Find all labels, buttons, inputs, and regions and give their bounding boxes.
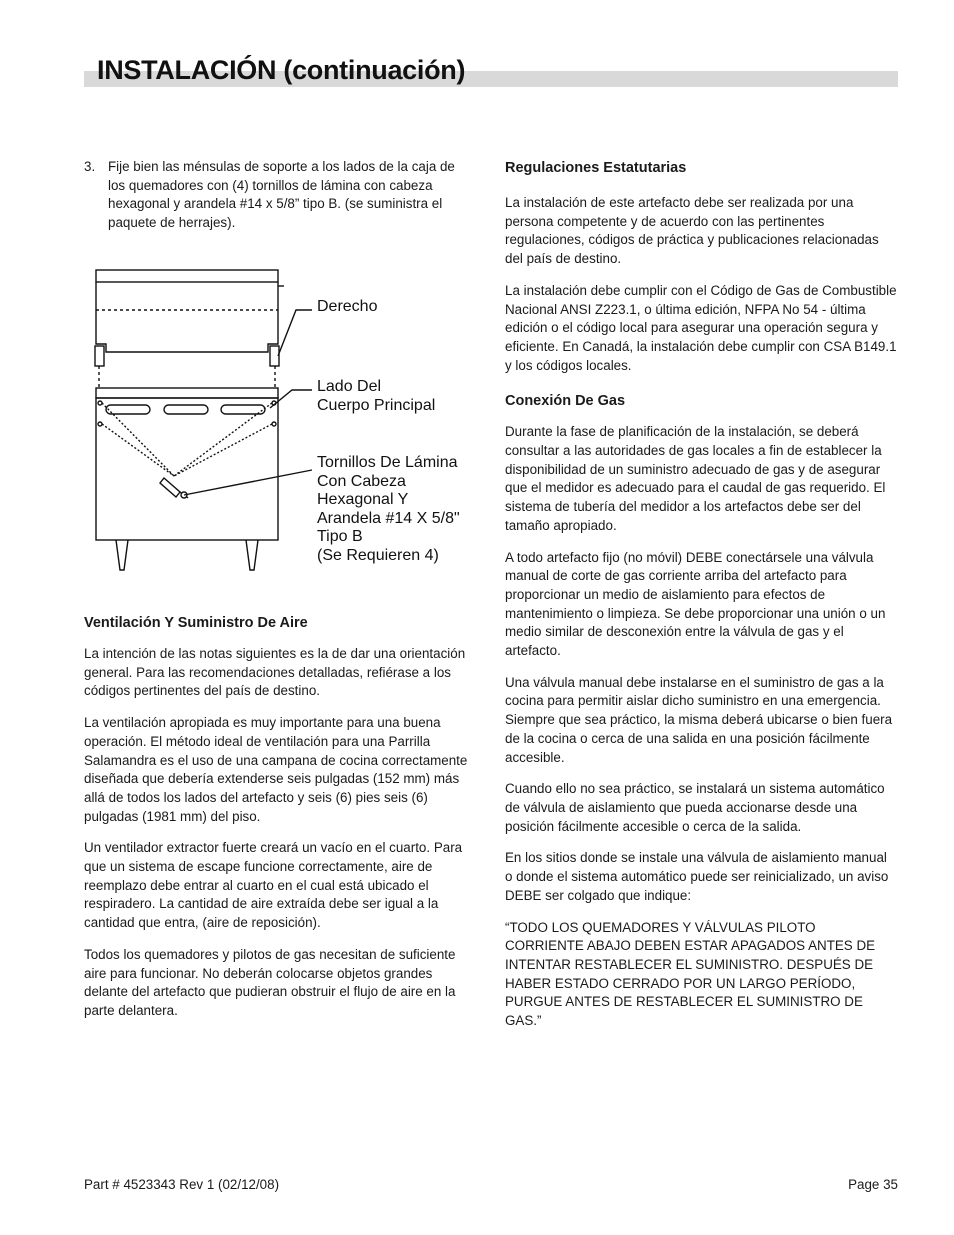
label-tornillos-line: Con Cabeza [317,472,406,490]
page-title: INSTALACIÓN (continuación) [97,55,466,85]
warning-notice: “TODO LOS QUEMADORES Y VÁLVULAS PILOTO CORRIENTE ABAJO DEBEN ESTAR APAGADOS ANTES DE INTENTAR RESTABLECER EL SUMINISTRO. DESPUÉS DE HABER ESTADO CERRADO POR UN LARGO PERÍODO, PURGUE ANTES DE RESTABLECER EL SUMINISTRO DE GAS.” [505,919,876,1029]
step-3 [84,158,460,233]
label-lado-line1: Lado Del [317,378,382,395]
step-text: Fije bien las ménsulas de soporte a los lados de la caja de los quemadores con (4) tornillos de lámina con cabeza hexagonal y arandela #14 x 5/8” tipo B. (se suministra el paquete de herrajes). [108,159,455,231]
label-derecho: Derecho [317,298,378,315]
footer-part-number: Part # 4523343 Rev 1 (02/12/08) [84,1177,280,1192]
ventilation-paragraph: La intención de las notas siguientes es la de dar una orientación general. Para las recomendaciones detalladas, refiérase a los códigos pertinentes del país de destino. [84,646,466,699]
label-tornillos-line: Tipo B [317,528,363,545]
label-lado-line2: Cuerpo Principal [317,396,436,414]
label-tornillos-line: Hexagonal Y [317,491,409,508]
regulations-paragraph: La instalación debe cumplir con el Código de Gas de Combustible Nacional ANSI Z223.1, o última edición, NFPA No 54 - última edición o el código local para asegurar una operación segura y eficiente. En Canadá, la instalación debe cumplir con CSA B149.1 y los códigos locales. [505,282,897,373]
gas-paragraph: En los sitios donde se instale una válvula de aislamiento manual o donde el sistema automático puede ser reinicializado, un aviso DEBE ser colgado que indique: [505,850,889,903]
label-tornillos-line: (Se Requieren 4) [317,546,439,564]
gas-paragraph: A todo artefacto fijo (no móvil) DEBE conectársele una válvula manual de corte de gas corriente arriba del artefacto para proporcionar un medio de aislamiento para efectos de mantenimiento o limpieza. Se debe proporcionar una unión o un medio similar de desconexión entre la válvula de gas y el artefacto. [505,549,886,659]
ventilation-paragraph: Un ventilador extractor fuerte creará un vacío en el cuarto. Para que un sistema de escape funcione correctamente, aire de reemplazo debe entrar al cuarto en el cual está ubicado el respiradero. La cantidad de aire extraída debe ser igual a la cantidad que entra, (aire de reposición). [84,840,463,931]
label-tornillos-line: Tornillos De Lámina [317,454,458,471]
footer-page-number: Page 35 [848,1177,898,1192]
ventilation-paragraph: Todos los quemadores y pilotos de gas necesitan de suficiente aire para funcionar. No deberán colocarse objetos grandes delante del artefacto que pudieran obstruir el flujo de aire en la parte delantera. [84,946,456,1018]
regulations-heading: Regulaciones Estatutarias [505,160,687,176]
regulations-paragraph: La instalación de este artefacto debe ser realizada por una persona competente y de acuerdo con las pertinentes regulaciones, códigos de práctica y publicaciones relacionadas del país de destino. [505,195,879,267]
ventilation-heading: Ventilación Y Suministro De Aire [84,615,308,631]
gas-paragraph: Cuando ello no sea práctico, se instalará un sistema automático de válvula de aislamiento que pueda accionarse desde una posición fácilmente accesible o cerca de la salida. [505,781,885,834]
gas-heading: Conexión De Gas [505,393,626,410]
label-tornillos-line: Arandela #14 X 5/8" [317,509,460,527]
right-column [505,158,897,1031]
burner-bracket-figure [84,262,484,582]
ventilation-paragraph: La ventilación apropiada es muy importante para una buena operación. El método ideal de ventilación para una Parrilla Salamandra es el uso de una campana de cocina correctamente diseñada que debería extenderse seis pulgadas (152 mm) más allá de todos los lados del artefacto y seis (6) pies seis (6) pulgadas (1981 mm) del piso. [84,715,468,824]
gas-paragraph: Una válvula manual debe instalarse en el suministro de gas a la cocina para permitir aislar dicho suministro en una emergencia. Siempre que sea práctico, la misma deberá ubicarse o bien fuera de la cocina o cerca de una salida en una posición fácilmente accesible. [505,674,893,765]
label-lado-del-cuerpo [317,378,435,415]
gas-paragraph: Durante la fase de planificación de la instalación, se deberá consultar a las autoridades de gas locales a fin de establecer la disponibilidad de un suministro adecuado de gas y de asegurar que el medidor es adecuado para el caudal de gas requerido. El sistema de tubería del medidor a los artefactos debe ser del tamaño apropiado. [505,424,886,533]
left-column [84,158,476,233]
step-number: 3. [84,159,96,174]
ventilation-section [84,613,476,1021]
label-tornillos [317,454,460,565]
